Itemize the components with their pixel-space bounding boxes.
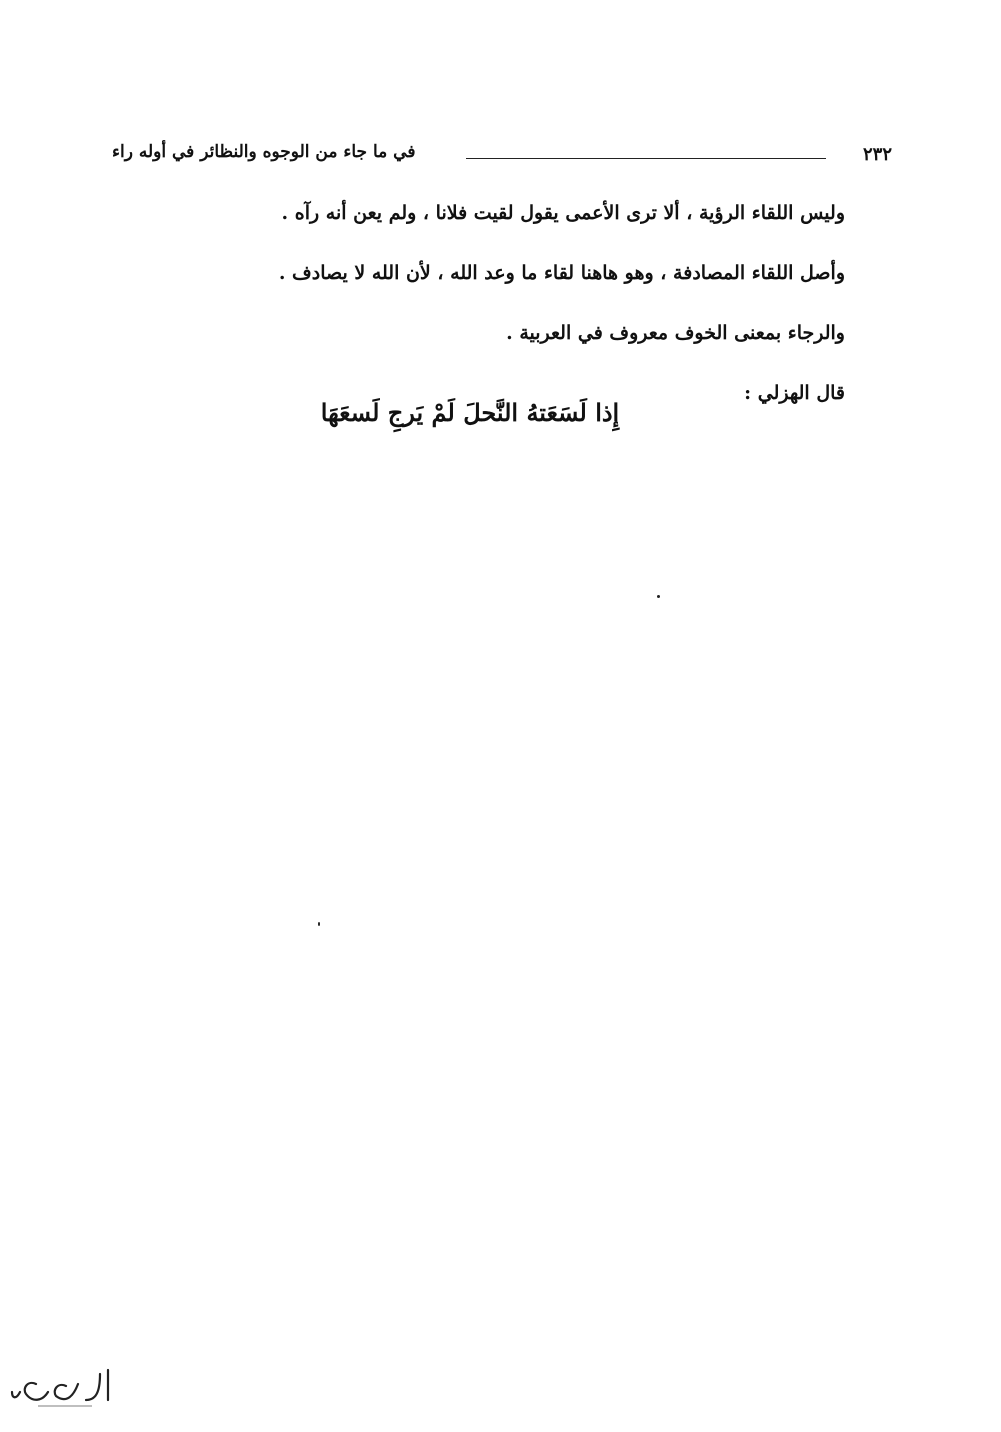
header-rule <box>466 158 826 159</box>
page-header <box>112 140 892 170</box>
body-line-4: قال الهزلي : <box>744 382 845 404</box>
scan-speck <box>657 595 660 598</box>
publisher-logo <box>8 1362 118 1412</box>
body-line-1: وليس اللقاء الرؤية ، ألا ترى الأعمى يقول لقيت فلانا ، ولم يعن أنه رآه . <box>281 202 845 224</box>
body-line-3: والرجاء بمعنى الخوف معروف في العربية . <box>506 322 845 344</box>
body-text <box>205 183 845 423</box>
page-number: ٢٣٢ <box>862 144 892 165</box>
scan-speck <box>318 922 320 926</box>
body-line-2: وأصل اللقاء المصادفة ، وهو هاهنا لقاء ما وعد الله ، لأن الله لا يصادف . <box>278 262 845 284</box>
poetry-verse: إِذا لَسَعَتهُ النَّحلَ لَمْ يَرجِ لَسعَهَا <box>320 398 620 427</box>
running-title: في ما جاء من الوجوه والنظائر في أوله راء <box>112 142 416 162</box>
